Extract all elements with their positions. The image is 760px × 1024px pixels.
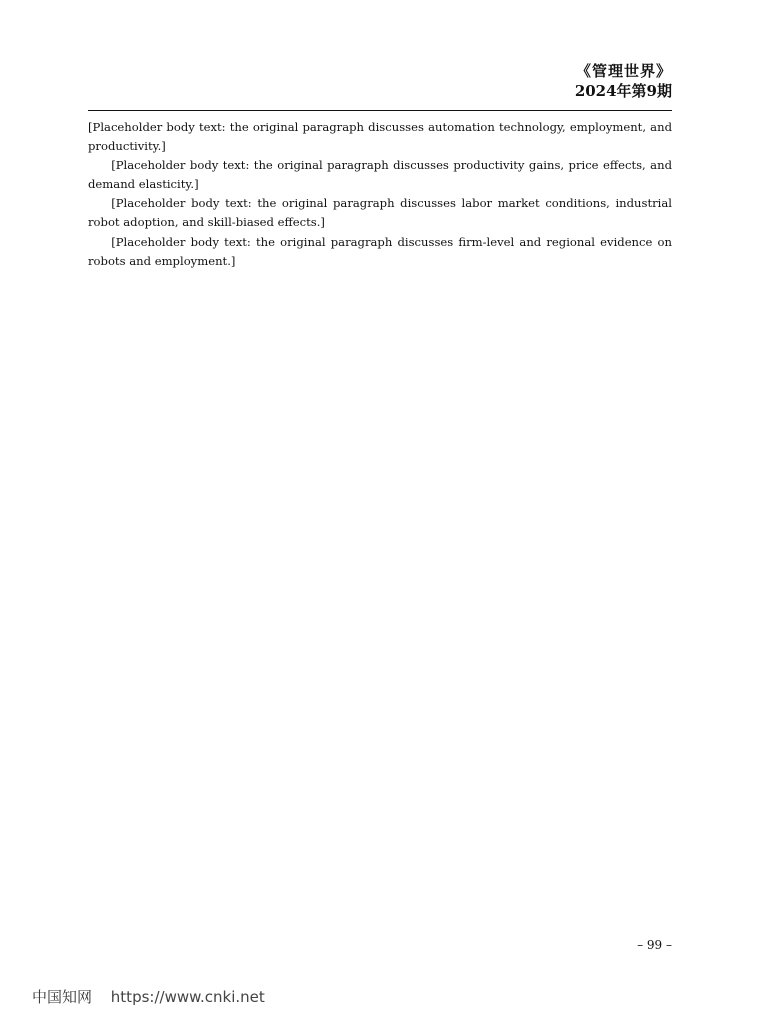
journal-title: 《管理世界》: [575, 62, 672, 80]
paragraph: [Placeholder body text: the original paragraph discusses automation technology, employment, and productivity.]: [88, 120, 672, 154]
cnki-brand: 中国知网: [32, 988, 93, 1006]
page-number: – 99 –: [637, 938, 672, 952]
journal-header: [575, 62, 672, 101]
paragraph: [Placeholder body text: the original paragraph discusses productivity gains, price effects, and demand elasticity.]: [88, 158, 672, 192]
header-rule: [88, 110, 672, 111]
paragraph: [Placeholder body text: the original paragraph discusses firm-level and regional evidence on robots and employment.]: [88, 234, 672, 268]
article-body: [88, 118, 672, 936]
paragraph: [Placeholder body text: the original paragraph discusses labor market conditions, industrial robot adoption, and skill-biased effects.]: [88, 196, 672, 230]
journal-issue: 2024年第9期: [574, 81, 672, 100]
watermark-footer: [32, 986, 265, 1007]
cnki-url[interactable]: https://www.cnki.net: [110, 988, 265, 1006]
